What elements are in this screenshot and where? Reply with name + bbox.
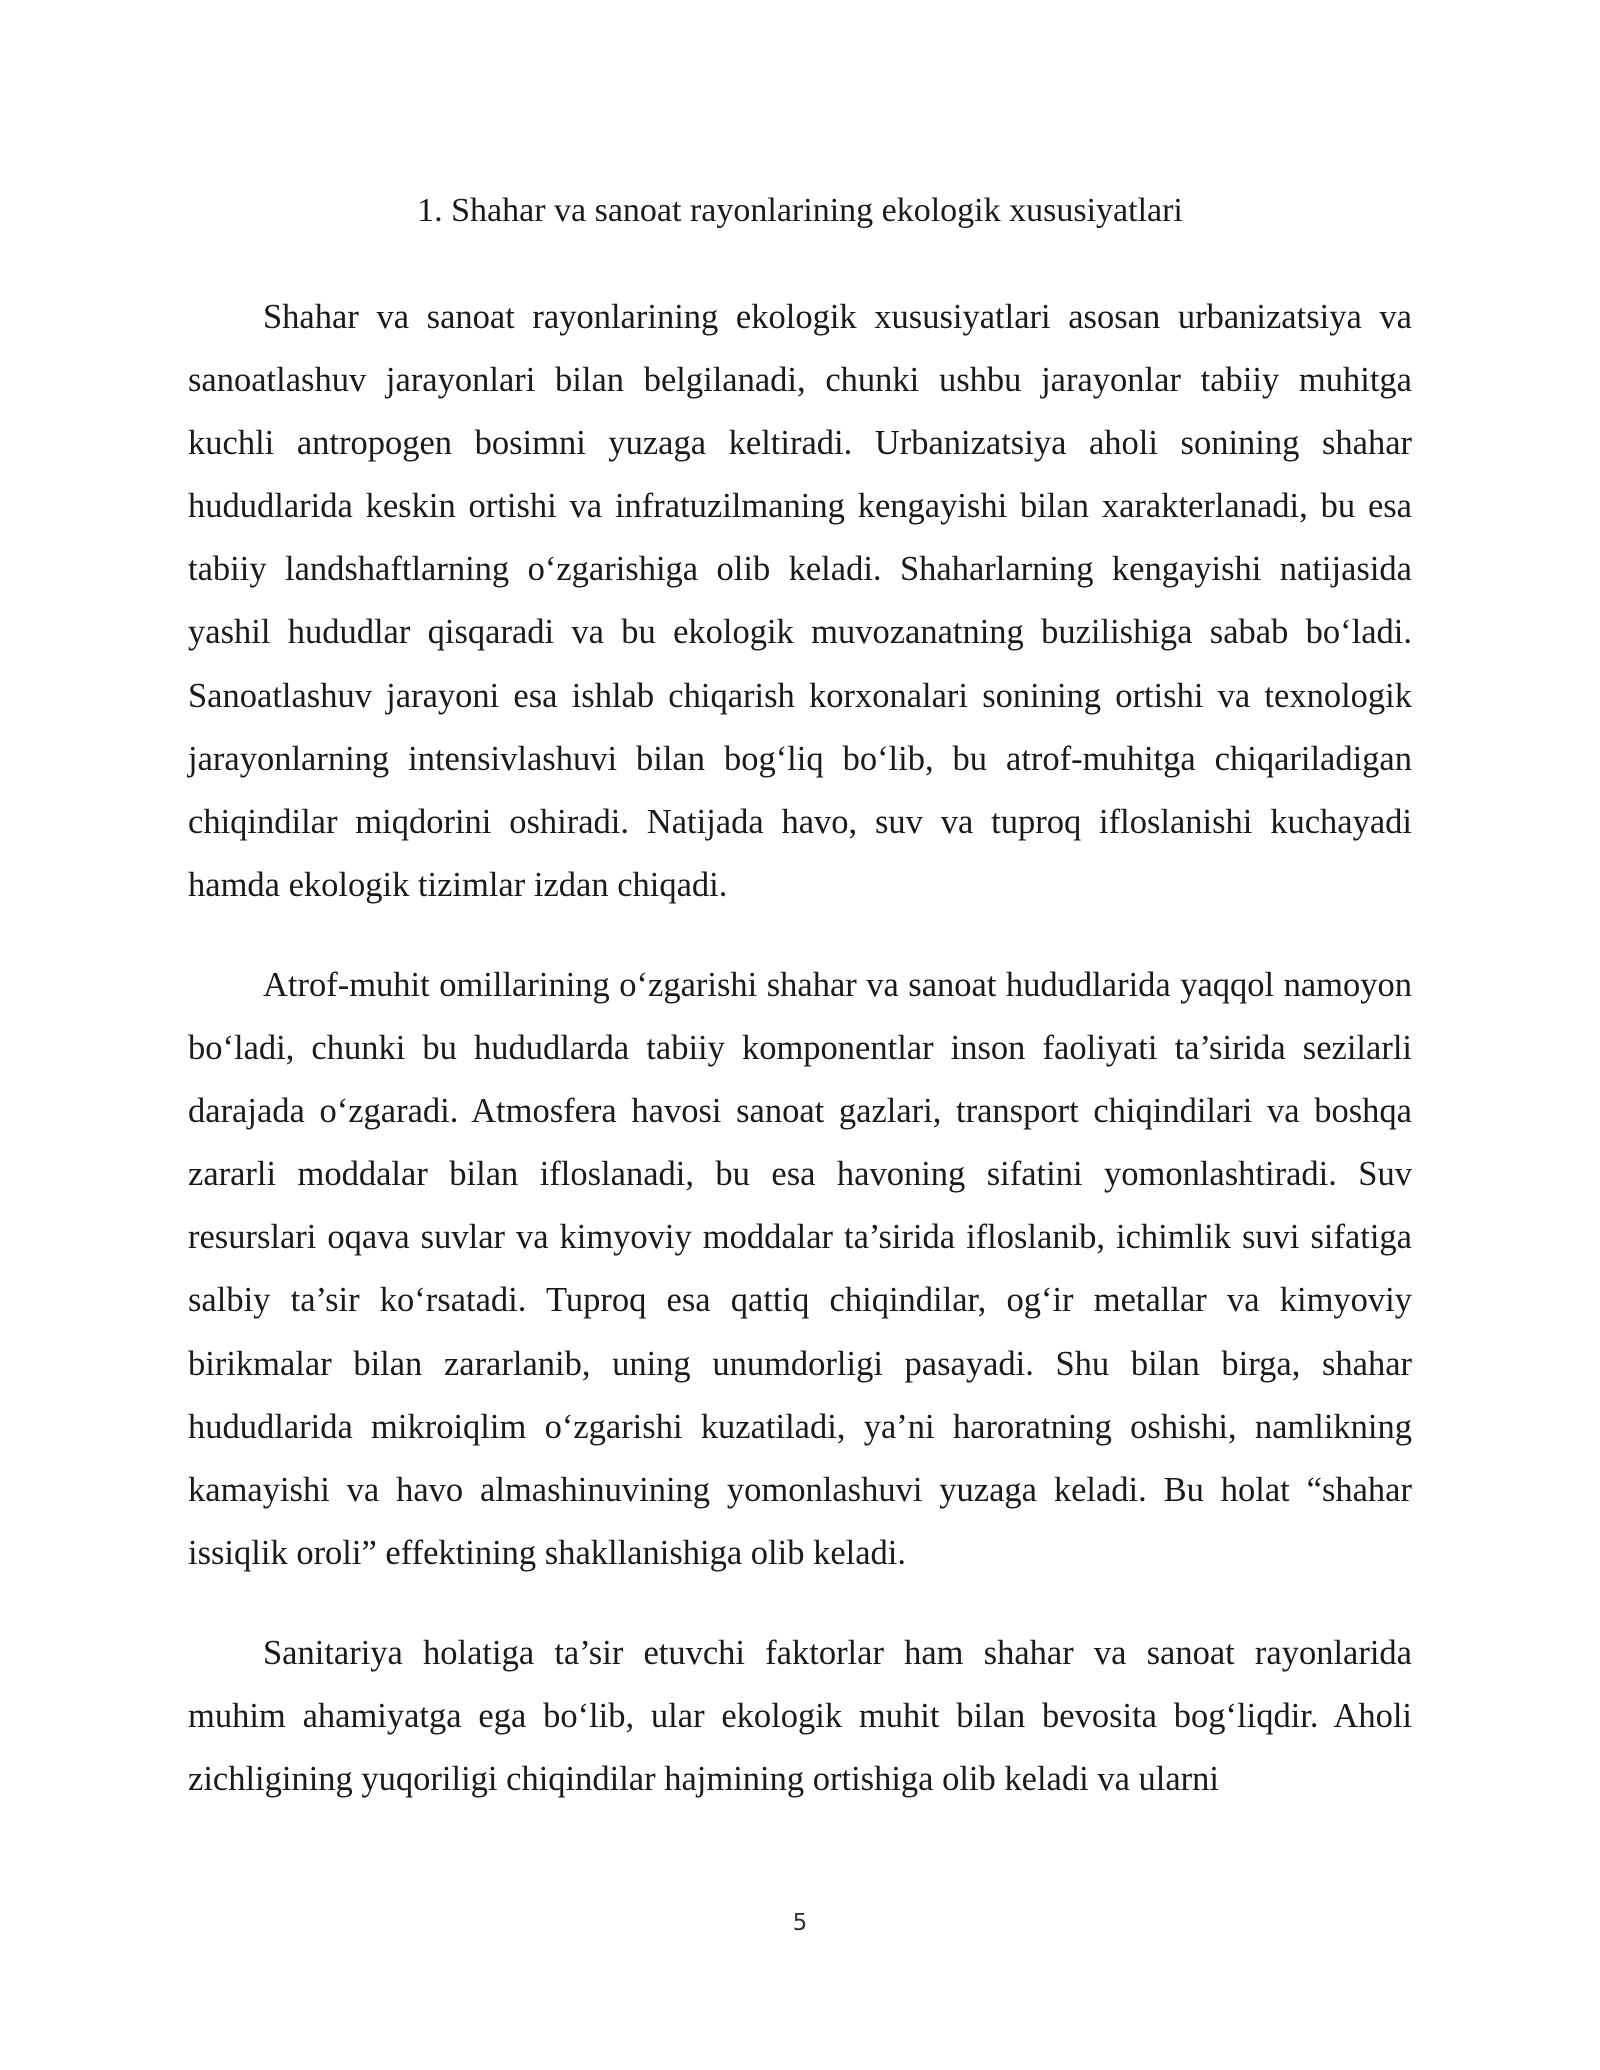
section-heading: 1. Shahar va sanoat rayonlarining ekologik xususiyatlari [417,192,1183,229]
body-text [188,286,1412,1848]
paragraph: Atrof-muhit omillarining o‘zgarishi shahar va sanoat hududlarida yaqqol namoyon bo‘ladi, chunki bu hududlarda tabiiy komponentlar inson faoliyati ta’sirida sezilarli darajada o‘zgaradi. Atmosfera havosi sanoat gazlari, transport chiqindilari va boshqa zararli moddalar bilan ifloslanadi, bu esa havoning sifatini yomonlashtiradi. Suv resurslari oqava suvlar va kimyoviy moddalar ta’sirida ifloslanib, ichimlik suvi sifatiga salbiy ta’sir ko‘rsatadi. Tuproq esa qattiq chiqindilar, og‘ir metallar va kimyoviy birikmalar bilan zararlanib, uning unumdorligi pasayadi. Shu bilan birga, shahar hududlarida mikroiqlim o‘zgarishi kuzatiladi, ya’ni haroratning oshishi, namlikning kamayishi va havo almashinuvining yomonlashuvi yuzaga keladi. Bu holat “shahar issiqlik oroli” effektining shakllanishiga olib keladi. [188,965,1412,1572]
paragraph: Shahar va sanoat rayonlarining ekologik xususiyatlari asosan urbanizatsiya va sanoatlashuv jarayonlari bilan belgilanadi, chunki ushbu jarayonlar tabiiy muhitga kuchli antropogen bosimni yuzaga keltiradi. Urbanizatsiya aholi sonining shahar hududlarida keskin ortishi va infratuzilmaning kengayishi bilan xarakterlanadi, bu esa tabiiy landshaftlarning o‘zgarishiga olib keladi. Shaharlarning kengayishi natijasida yashil hududlar qisqaradi va bu ekologik muvozanatning buzilishiga sabab bo‘ladi. Sanoatlashuv jarayoni esa ishlab chiqarish korxonalari sonining ortishi va texnologik jarayonlarning intensivlashuvi bilan bog‘liq bo‘lib, bu atrof-muhitga chiqariladigan chiqindilar miqdorini oshiradi. Natijada havo, suv va tuproq ifloslanishi kuchayadi hamda ekologik tizimlar izdan chiqadi. [188,298,1412,904]
page-number: 5 [792,1910,808,1936]
paragraph: Sanitariya holatiga ta’sir etuvchi faktorlar ham shahar va sanoat rayonlarida muhim ahamiyatga ega bo‘lib, ular ekologik muhit bilan bevosita bog‘liqdir. Aholi zichligining yuqoriligi chiqindilar hajmining ortishiga olib keladi va ularni [188,1633,1412,1799]
